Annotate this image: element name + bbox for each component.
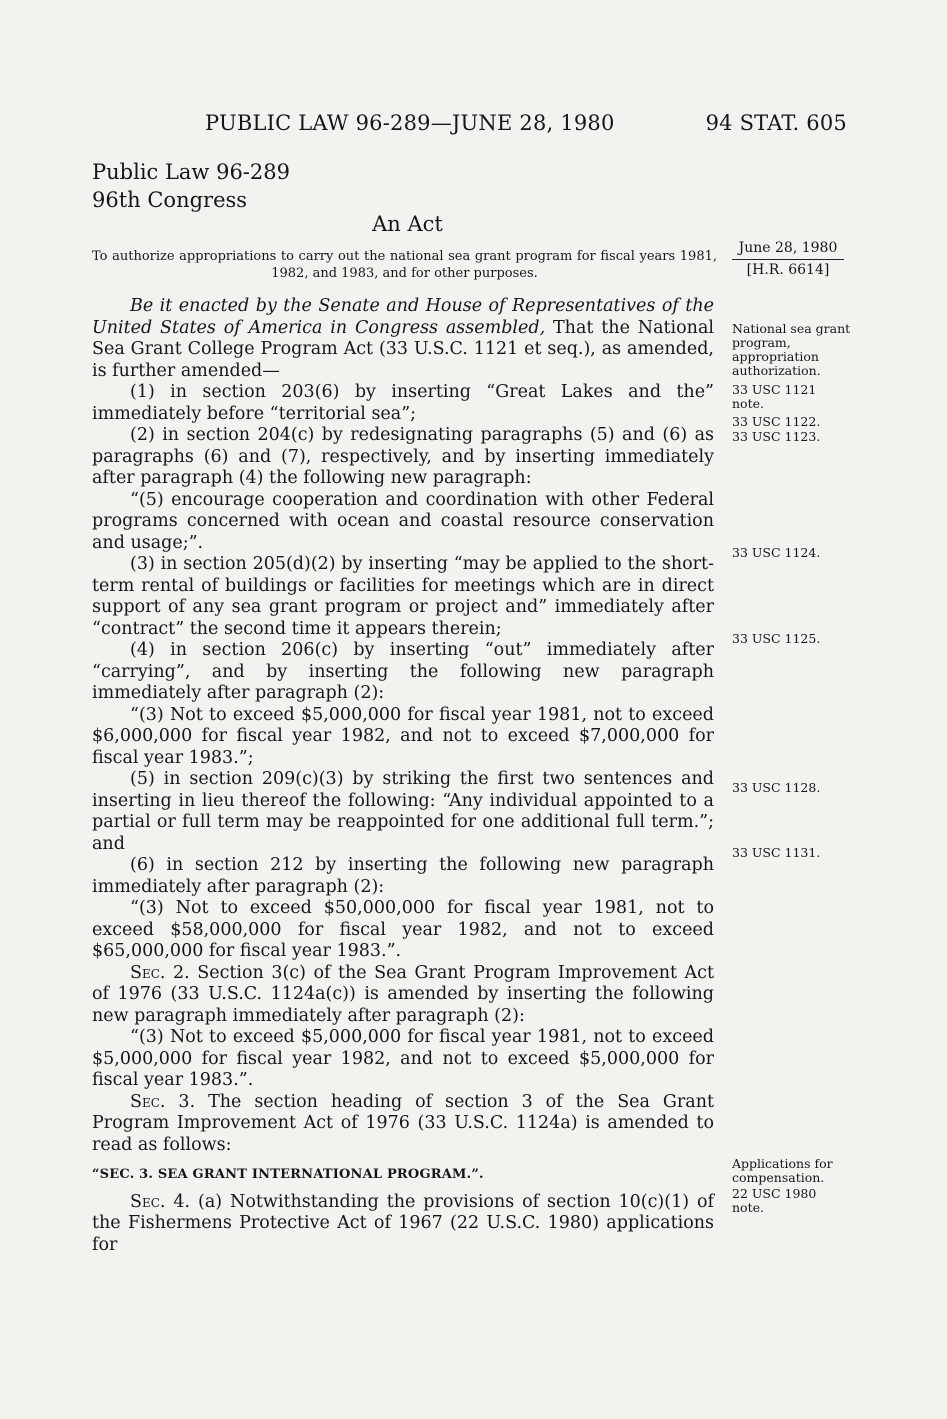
- margin-note-1121: 33 USC 1121 note.: [732, 382, 817, 411]
- paragraph-5: (5) in section 209(c)(3) by striking the first two sentences and inserting in lieu thereof the following: “Any individual appointed to a partial or full term may be reappointed for one additional full term.”; and: [92, 769, 714, 854]
- section-3-new-heading: “SEC. 3. SEA GRANT INTERNATIONAL PROGRAM.”.: [92, 1167, 484, 1182]
- section-3-text: The section heading of section 3 of the Sea Grant Program Improvement Act of 1976 (33 U.S.C. 1124a) is amended to read as follows:: [92, 1091, 714, 1155]
- paragraph-3: (3) in section 205(d)(2) by inserting “may be applied to the short-term rental of buildings or facilities for meetings which are in direct support of any sea grant program or project and” immediately after “contract” the second time it appears therein;: [92, 554, 714, 639]
- margin-note-1124: 33 USC 1124.: [732, 545, 821, 560]
- enactment-date: June 28, 1980: [738, 240, 838, 256]
- purpose-statement: To authorize appropriations to carry out the national sea grant program for fiscal years 1981, 1982, and 1983, and for other purposes.: [92, 249, 717, 281]
- margin-note-compensation: Applications for compensation.: [732, 1156, 833, 1185]
- section-3-label: Sec. 3.: [130, 1091, 196, 1112]
- enacting-clause-text: That the National Sea Grant College Program Act (33 U.S.C. 1121 et seq.), as amended, is further amended—: [92, 317, 714, 381]
- section-4: [92, 1192, 714, 1257]
- section-2-label: Sec. 2.: [130, 962, 190, 983]
- law-identification: [92, 158, 290, 214]
- section-2: [92, 963, 714, 1028]
- margin-note-1123: 33 USC 1123.: [732, 429, 821, 444]
- enacting-clause-italic: Be it enacted by the Senate and House of Representatives of the United States of America in Congress assembled,: [92, 296, 714, 338]
- margin-note-1125: 33 USC 1125.: [732, 631, 821, 646]
- paragraph-2-quote: “(5) encourage cooperation and coordination with other Federal programs concerned with ocean and coastal resource conservation and usage;”.: [92, 489, 714, 553]
- enactment-date-box: [732, 240, 844, 278]
- running-header: [205, 111, 847, 135]
- margin-note-1980: 22 USC 1980 note.: [732, 1186, 817, 1215]
- margin-note-program: National sea grant program, appropriation authorization.: [732, 321, 851, 378]
- section-4-label: Sec. 4.: [130, 1191, 191, 1212]
- section-2-text: Section 3(c) of the Sea Grant Program Improvement Act of 1976 (33 U.S.C. 1124a(c)) is amended by inserting the following new paragraph immediately after paragraph (2):: [92, 962, 714, 1026]
- public-law-number: Public Law 96-289: [92, 160, 290, 184]
- header-stat-page: 94 STAT. 605: [705, 111, 847, 135]
- margin-note-1131: 33 USC 1131.: [732, 845, 821, 860]
- congress-number: 96th Congress: [92, 188, 248, 212]
- date-divider: [732, 259, 844, 260]
- section-4-text: (a) Notwithstanding the provisions of section 10(c)(1) of the Fishermens Protective Act of 1967 (22 U.S.C. 1980) applications for: [92, 1191, 714, 1255]
- paragraph-4-quote: “(3) Not to exceed $5,000,000 for fiscal year 1981, not to exceed $6,000,000 for fiscal year 1982, and not to exceed $7,000,000 for fiscal year 1983.”;: [92, 704, 714, 768]
- header-law-date: PUBLIC LAW 96-289—JUNE 28, 1980: [205, 111, 615, 135]
- section-2-quote: “(3) Not to exceed $5,000,000 for fiscal year 1981, not to exceed $5,000,000 for fiscal year 1982, and not to exceed $5,000,000 for fiscal year 1983.”.: [92, 1027, 714, 1090]
- act-title: An Act: [372, 212, 443, 236]
- margin-note-1122: 33 USC 1122.: [732, 414, 821, 429]
- paragraph-6: (6) in section 212 by inserting the following new paragraph immediately after paragraph (2):: [92, 855, 714, 897]
- paragraph-1: (1) in section 203(6) by inserting “Great Lakes and the” immediately before “territorial sea”;: [92, 382, 714, 424]
- paragraph-2: (2) in section 204(c) by redesignating paragraphs (5) and (6) as paragraphs (6) and (7), respectively, and by inserting immediately after paragraph (4) the following new paragraph:: [92, 425, 714, 488]
- enacting-clause: [92, 296, 714, 382]
- margin-note-1128: 33 USC 1128.: [732, 780, 821, 795]
- bill-number: [H.R. 6614]: [746, 262, 830, 278]
- paragraph-6-quote: “(3) Not to exceed $50,000,000 for fiscal year 1981, not to exceed $58,000,000 for fiscal year 1982, and not to exceed $65,000,000 for fiscal year 1983.”.: [92, 898, 714, 961]
- section-3: [92, 1092, 714, 1157]
- statute-body: [92, 296, 714, 1256]
- paragraph-4: (4) in section 206(c) by inserting “out” immediately after “carrying”, and by inserting the following new paragraph immediately after paragraph (2):: [92, 640, 714, 703]
